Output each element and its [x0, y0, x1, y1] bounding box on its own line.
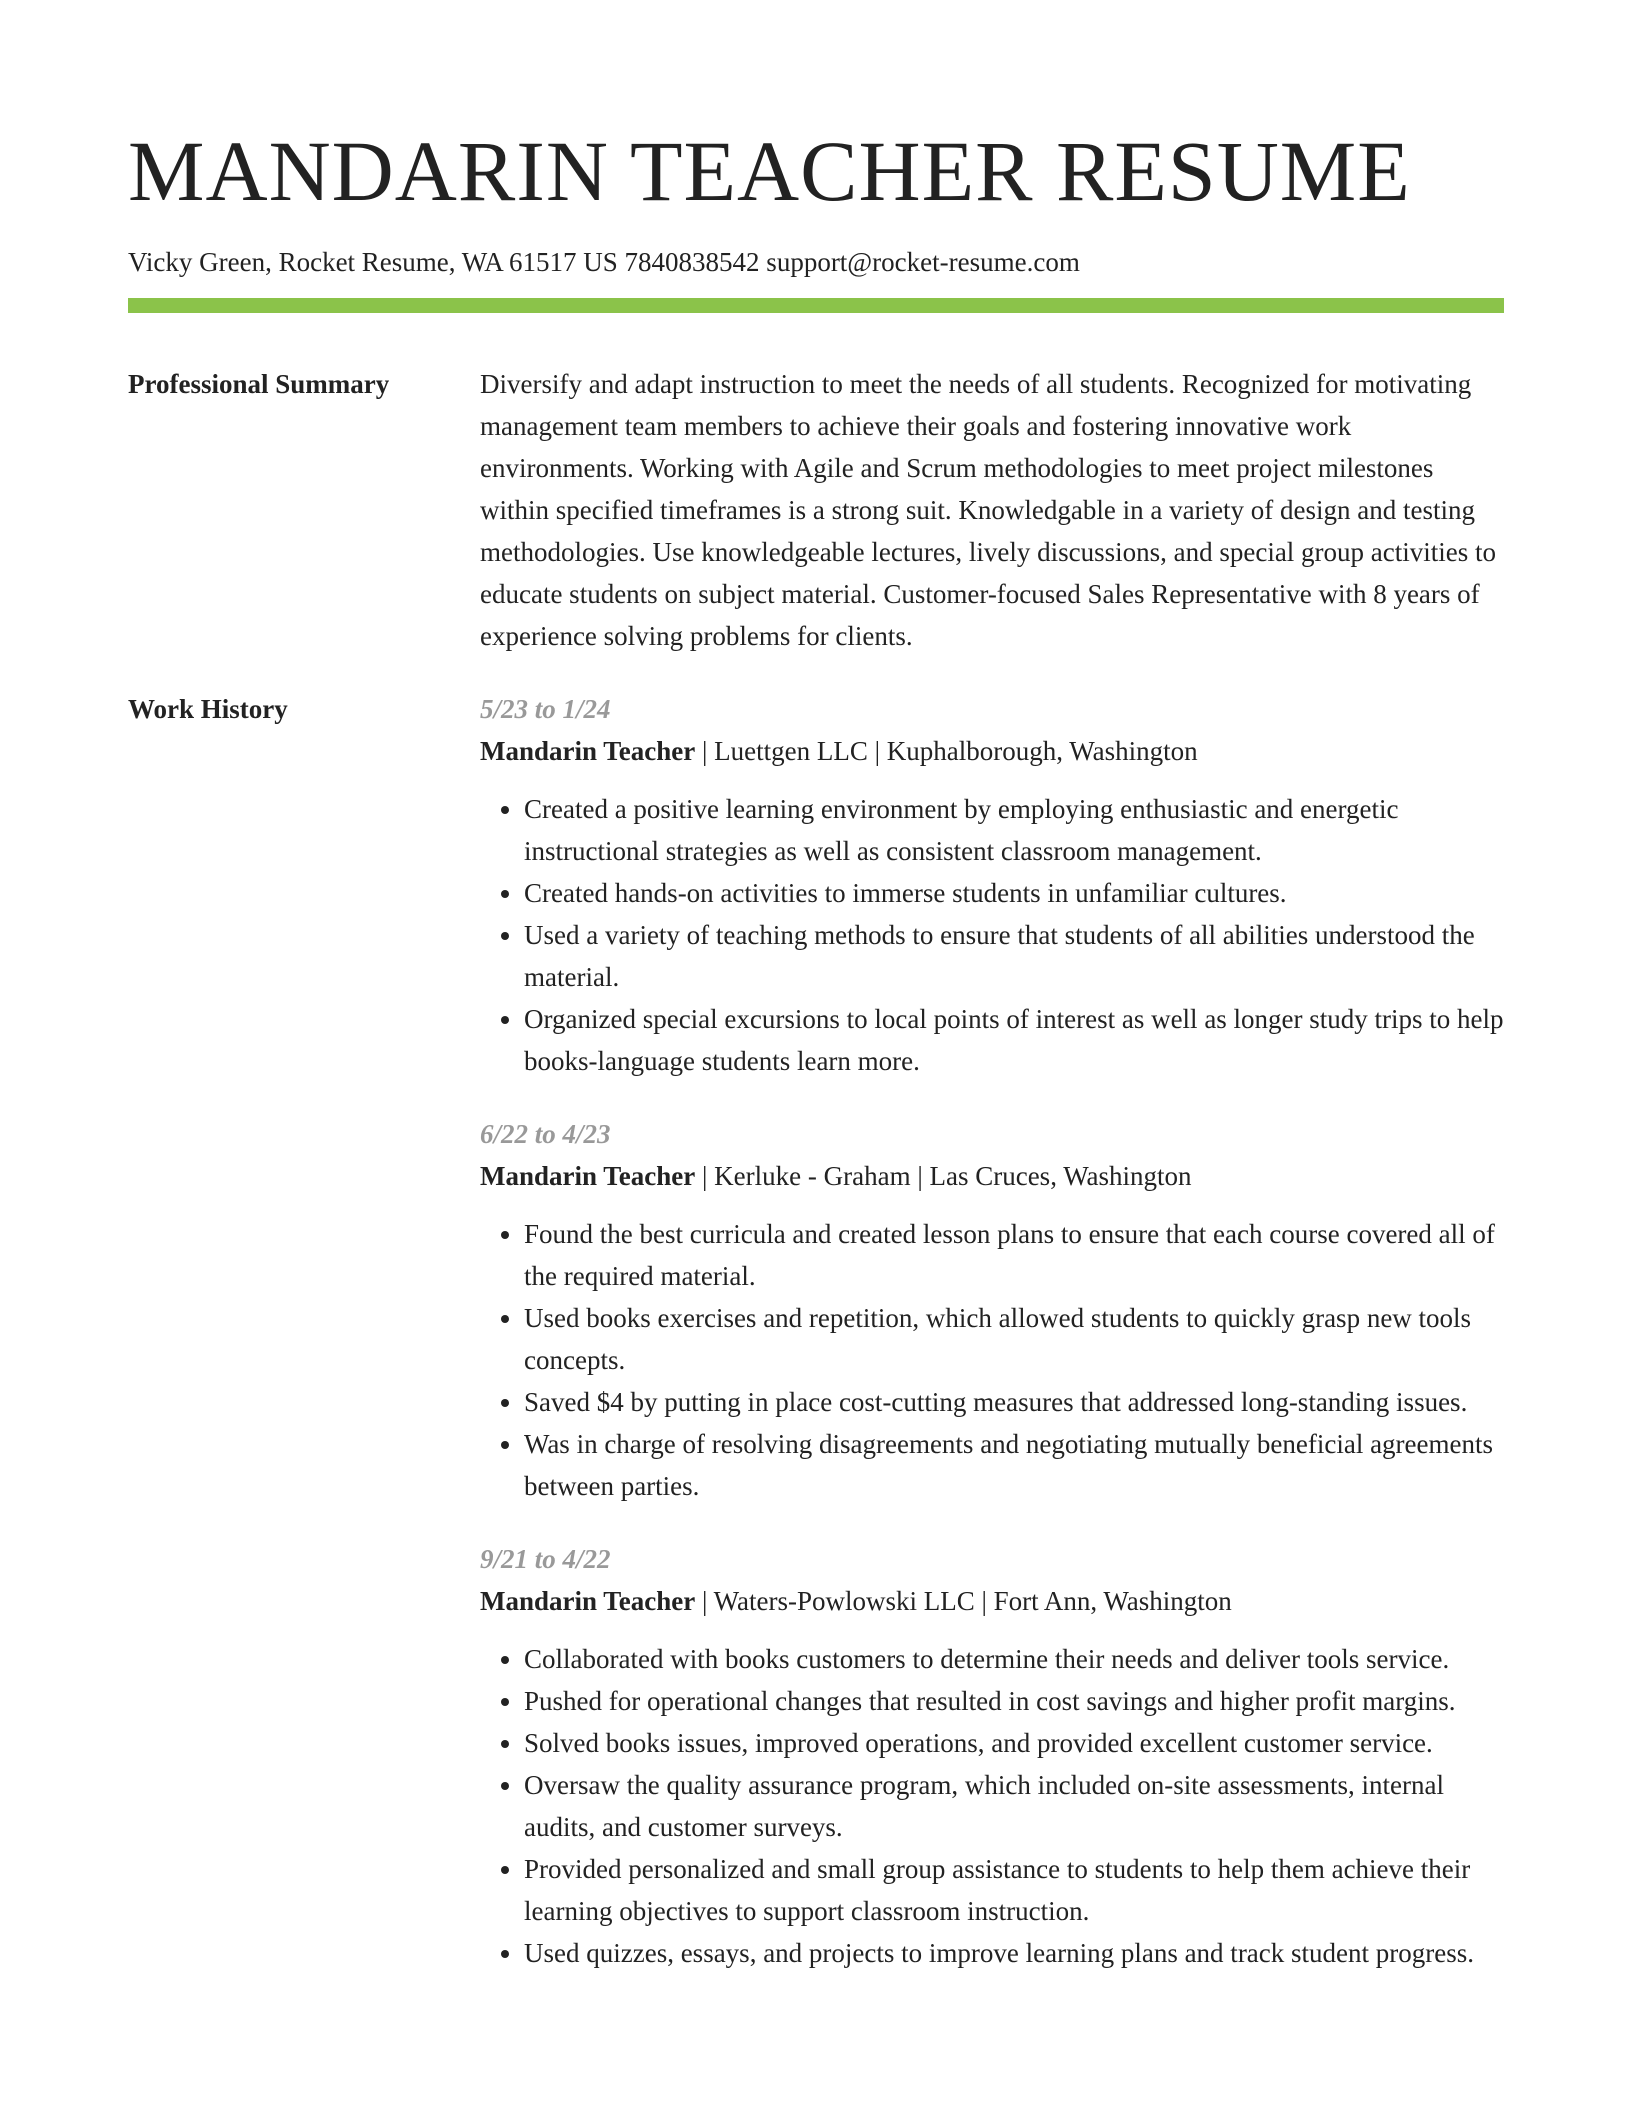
job-entry — [480, 688, 1504, 1082]
summary-body — [480, 363, 1504, 657]
section-label-summary: Professional Summary — [128, 369, 390, 399]
job-duty: • Collaborated with books customers to determine their needs and deliver tools service. — [524, 1638, 1504, 1680]
work-history-section — [128, 688, 1504, 2005]
job-dates: 5/23 to 1/24 — [480, 694, 611, 724]
job-duty: • Created a positive learning environment by employing enthusiastic and energetic instructional strategies as well as consistent classroom management. — [524, 788, 1504, 872]
job-duty: • Was in charge of resolving disagreements and negotiating mutually beneficial agreements between parties. — [524, 1423, 1504, 1507]
job-details: | Luettgen LLC | Kuphalborough, Washington — [695, 736, 1198, 766]
job-heading — [480, 730, 1504, 772]
job-duty: • Provided personalized and small group assistance to students to help them achieve their learning objectives to support classroom instruction. — [524, 1848, 1504, 1932]
job-heading — [480, 1580, 1504, 1622]
job-duty: • Created hands-on activities to immerse students in unfamiliar cultures. — [524, 872, 1504, 914]
job-duty: • Found the best curricula and created lesson plans to ensure that each course covered all of the required material. — [524, 1213, 1504, 1297]
job-title: Mandarin Teacher — [480, 736, 696, 766]
job-duties-list — [480, 1213, 1504, 1507]
job-duty: • Oversaw the quality assurance program, which included on-site assessments, internal audits, and customer surveys. — [524, 1764, 1504, 1848]
job-duty: • Used a variety of teaching methods to ensure that students of all abilities understood the material. — [524, 914, 1504, 998]
job-duties-list — [480, 1638, 1504, 1974]
job-duty: • Organized special excursions to local points of interest as well as longer study trips to help books-language students learn more. — [524, 998, 1504, 1082]
job-duties-list — [480, 788, 1504, 1082]
job-title: Mandarin Teacher — [480, 1161, 696, 1191]
job-duty: • Saved $4 by putting in place cost-cutting measures that addressed long-standing issues. — [524, 1381, 1504, 1423]
resume-title: MANDARIN TEACHER RESUME — [128, 123, 1411, 219]
job-duty: • Used quizzes, essays, and projects to improve learning plans and track student progress. — [524, 1932, 1504, 1974]
job-heading — [480, 1155, 1504, 1197]
summary-text: Diversify and adapt instruction to meet the needs of all students. Recognized for motivating management team members to achieve their goals and fostering innovative work environments. Working with Agile and Scrum methodologies to meet project milestones within specified timeframes is a strong suit. Knowledgable in a variety of design and testing methodologies. Use knowledgeable lectures, lively discussions, and special group activities to educate students on subject material. Customer-focused Sales Representative with 8 years of experience solving problems for clients. — [480, 369, 1497, 651]
job-duty: • Pushed for operational changes that resulted in cost savings and higher profit margins. — [524, 1680, 1504, 1722]
accent-divider — [128, 298, 1504, 313]
contact-line: Vicky Green, Rocket Resume, WA 61517 US 7840838542 support@rocket-resume.com — [128, 247, 1080, 277]
job-dates: 9/21 to 4/22 — [480, 1544, 611, 1574]
work-history-body — [480, 688, 1504, 2005]
job-title: Mandarin Teacher — [480, 1586, 696, 1616]
job-entry — [480, 1538, 1504, 1974]
job-details: | Kerluke - Graham | Las Cruces, Washington — [695, 1161, 1192, 1191]
resume-page — [128, 0, 1504, 2005]
job-entry — [480, 1113, 1504, 1507]
section-label-work-history: Work History — [128, 694, 288, 724]
job-details: | Waters-Powlowski LLC | Fort Ann, Washington — [695, 1586, 1232, 1616]
professional-summary-section — [128, 363, 1504, 657]
job-duty: • Used books exercises and repetition, which allowed students to quickly grasp new tools concepts. — [524, 1297, 1504, 1381]
job-duty: • Solved books issues, improved operations, and provided excellent customer service. — [524, 1722, 1504, 1764]
job-dates: 6/22 to 4/23 — [480, 1119, 611, 1149]
